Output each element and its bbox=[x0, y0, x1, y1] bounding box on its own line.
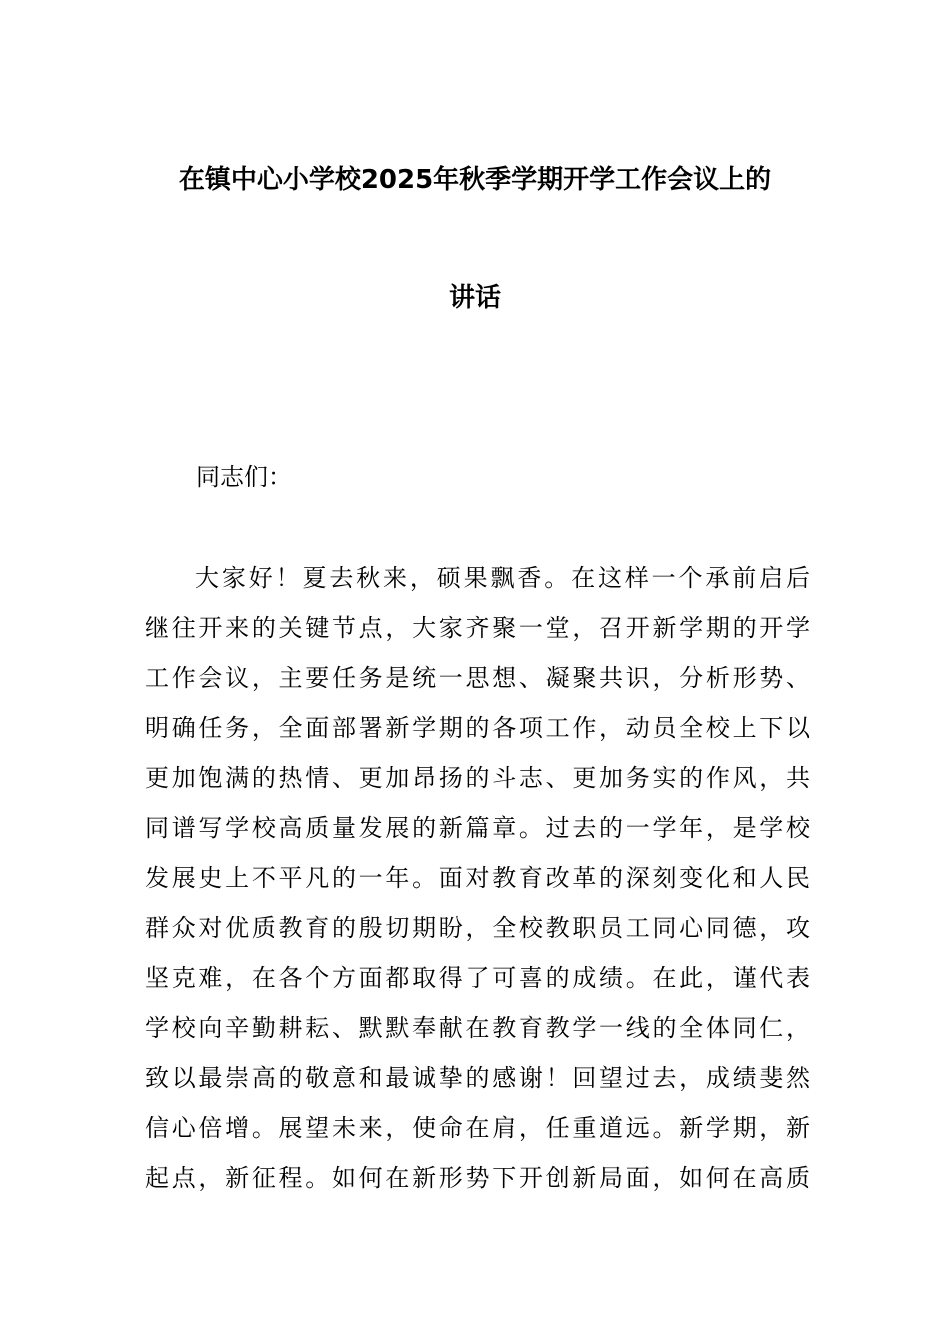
body-line: 继往开来的关键节点，大家齐聚一堂，召开新学期的开学 bbox=[145, 614, 810, 642]
body-line: 大家好！夏去秋来，硕果飘香。在这样一个承前启后 bbox=[195, 564, 810, 592]
salutation: 同志们： bbox=[196, 463, 292, 491]
body-line: 致以最崇高的敬意和最诚挚的感谢！回望过去，成绩斐然 bbox=[145, 1064, 810, 1092]
body-paragraph bbox=[145, 555, 810, 1205]
body-line: 明确任务，全面部署新学期的各项工作，动员全校上下以 bbox=[145, 714, 810, 742]
body-line: 发展史上不平凡的一年。面对教育改革的深刻变化和人民 bbox=[145, 864, 810, 892]
document-title-line-1: 在镇中心小学校2025年秋季学期开学工作会议上的 bbox=[178, 165, 772, 195]
body-line: 工作会议，主要任务是统一思想、凝聚共识，分析形势、 bbox=[145, 664, 810, 692]
body-line: 群众对优质教育的殷切期盼，全校教职员工同心同德，攻 bbox=[145, 914, 810, 942]
document-title-line-2: 讲话 bbox=[448, 283, 501, 313]
body-line: 坚克难，在各个方面都取得了可喜的成绩。在此，谨代表 bbox=[145, 964, 810, 992]
body-line: 起点，新征程。如何在新形势下开创新局面，如何在高质 bbox=[145, 1164, 810, 1192]
body-line: 学校向辛勤耕耘、默默奉献在教育教学一线的全体同仁， bbox=[145, 1014, 810, 1042]
body-line: 同谱写学校高质量发展的新篇章。过去的一学年，是学校 bbox=[145, 814, 810, 842]
body-line: 更加饱满的热情、更加昂扬的斗志、更加务实的作风，共 bbox=[145, 764, 810, 792]
body-line: 信心倍增。展望未来，使命在肩，任重道远。新学期，新 bbox=[145, 1114, 810, 1142]
